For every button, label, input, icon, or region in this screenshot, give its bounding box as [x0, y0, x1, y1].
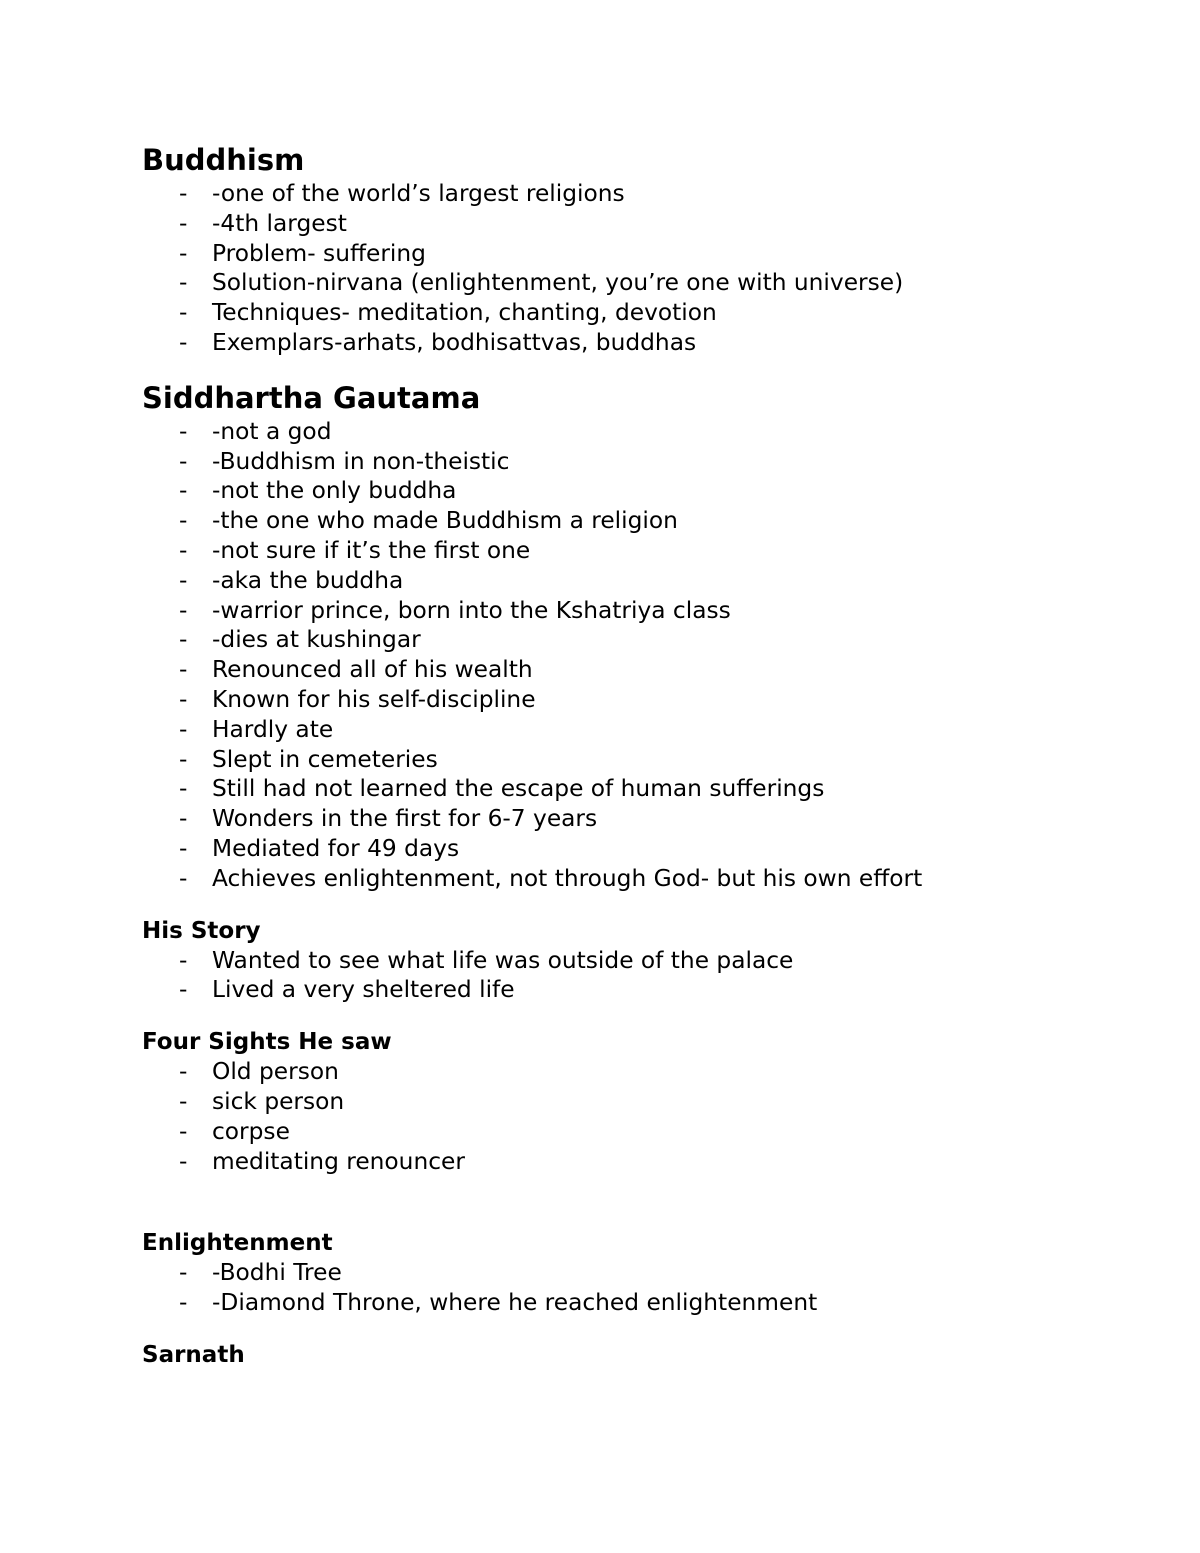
list-item-text: -aka the buddha [212, 566, 404, 594]
paragraph-spacer [142, 894, 1102, 916]
list-item-text: Lived a very sheltered life [212, 976, 515, 1004]
list-item-text: Hardly ate [212, 715, 334, 743]
paragraph-spacer [142, 358, 1102, 379]
bullet-dash: - [179, 1147, 188, 1175]
list-item [142, 946, 1102, 976]
bullet-dash: - [179, 715, 188, 743]
section-heading: Sarnath [142, 1341, 245, 1368]
list-item [142, 536, 1102, 566]
bullet-dash: - [179, 775, 188, 803]
list-item [142, 1147, 1102, 1177]
bullet-dash: - [179, 745, 188, 773]
list-item-text: Wonders in the first for 6-7 years [212, 805, 598, 833]
section-buddhism [142, 141, 1102, 358]
bullet-dash: - [179, 477, 188, 505]
list-item [142, 1117, 1102, 1147]
list-item-text: Achieves enlightenment, not through God- but his own effort [212, 864, 923, 892]
section-siddhartha-gautama [142, 379, 1102, 894]
list-item [142, 566, 1102, 596]
bullet-dash: - [179, 834, 188, 862]
list-item-text: Solution-nirvana (enlightenment, you’re one with universe) [212, 269, 904, 297]
list-item [142, 804, 1102, 834]
list-item [142, 1288, 1102, 1318]
list-item [142, 655, 1102, 685]
paragraph-spacer [142, 1176, 1102, 1228]
list-item-text: -one of the world’s largest religions [212, 180, 625, 207]
list-item [142, 685, 1102, 715]
list-item [142, 328, 1102, 358]
list-item-text: Wanted to see what life was outside of the palace [212, 946, 794, 974]
list-item-text: -4th largest [212, 209, 347, 237]
list-item [142, 476, 1102, 506]
list-item-text: -warrior prince, born into the Kshatriya class [212, 596, 731, 624]
bullet-dash: - [179, 685, 188, 713]
bullet-dash: - [179, 864, 188, 892]
list-item-text: -dies at kushingar [212, 626, 421, 654]
list-item [142, 975, 1102, 1005]
bullet-dash: - [179, 299, 188, 327]
paragraph-spacer [142, 1318, 1102, 1340]
bullet-dash: - [179, 447, 188, 475]
section-his-story [142, 916, 1102, 1006]
bullet-dash: - [179, 1058, 188, 1086]
list-item-text: -Buddhism in non-theistic [212, 447, 510, 475]
list-item-text: -not the only buddha [212, 477, 457, 505]
list-item-text: -Diamond Throne, where he reached enlightenment [212, 1289, 818, 1317]
list-item-text: corpse [212, 1117, 290, 1145]
section-heading: His Story [142, 917, 261, 944]
list-item [142, 1057, 1102, 1087]
list-item-text: -not sure if it’s the first one [212, 536, 531, 564]
document-page [142, 141, 1102, 1370]
section-heading: Enlightenment [142, 1230, 333, 1257]
bullet-dash: - [179, 946, 188, 974]
list-item [142, 596, 1102, 626]
list-item-text: Exemplars-arhats, bodhisattvas, buddhas [212, 328, 697, 356]
bullet-list [142, 946, 1102, 1006]
list-item-text: -Bodhi Tree [212, 1259, 342, 1287]
bullet-dash: - [179, 507, 188, 535]
section-enlightenment [142, 1228, 1102, 1318]
bullet-dash: - [179, 209, 188, 237]
section-heading: Siddhartha Gautama [142, 380, 481, 415]
bullet-list [142, 1258, 1102, 1318]
bullet-list [142, 417, 1102, 894]
list-item [142, 298, 1102, 328]
list-item-text: -the one who made Buddhism a religion [212, 507, 678, 535]
list-item-text: Renounced all of his wealth [212, 656, 533, 684]
list-item [142, 1087, 1102, 1117]
bullet-dash: - [179, 596, 188, 624]
list-item [142, 506, 1102, 536]
list-item [142, 239, 1102, 269]
bullet-dash: - [179, 239, 188, 267]
bullet-dash: - [179, 536, 188, 564]
list-item-text: Slept in cemeteries [212, 745, 438, 773]
paragraph-spacer [142, 1005, 1102, 1027]
list-item-text: Techniques- meditation, chanting, devotion [212, 299, 717, 327]
list-item [142, 745, 1102, 775]
bullet-list [142, 1057, 1102, 1176]
list-item-text: -not a god [212, 417, 332, 445]
list-item [142, 774, 1102, 804]
bullet-dash: - [179, 976, 188, 1004]
section-sarnath [142, 1340, 1102, 1370]
bullet-dash: - [179, 328, 188, 356]
list-item [142, 864, 1102, 894]
bullet-dash: - [179, 269, 188, 297]
bullet-dash: - [179, 180, 188, 207]
section-four-sights [142, 1027, 1102, 1176]
section-heading: Buddhism [142, 143, 305, 177]
list-item-text: Old person [212, 1058, 339, 1086]
list-item [142, 834, 1102, 864]
list-item [142, 417, 1102, 447]
bullet-dash: - [179, 1259, 188, 1287]
list-item-text: Mediated for 49 days [212, 834, 460, 862]
bullet-dash: - [179, 1087, 188, 1115]
bullet-dash: - [179, 1117, 188, 1145]
list-item [142, 625, 1102, 655]
section-heading: Four Sights He saw [142, 1029, 392, 1056]
list-item [142, 268, 1102, 298]
list-item [142, 209, 1102, 239]
list-item-text: Known for his self-discipline [212, 685, 536, 713]
list-item [142, 715, 1102, 745]
list-item-text: Problem- suffering [212, 239, 426, 267]
bullet-list [142, 179, 1102, 358]
list-item-text: meditating renouncer [212, 1147, 465, 1175]
bullet-dash: - [179, 1289, 188, 1317]
list-item [142, 179, 1102, 209]
list-item [142, 447, 1102, 477]
list-item [142, 1258, 1102, 1288]
bullet-dash: - [179, 566, 188, 594]
bullet-dash: - [179, 417, 188, 445]
list-item-text: sick person [212, 1087, 345, 1115]
bullet-dash: - [179, 656, 188, 684]
list-item-text: Still had not learned the escape of human sufferings [212, 775, 825, 803]
bullet-dash: - [179, 626, 188, 654]
bullet-dash: - [179, 805, 188, 833]
